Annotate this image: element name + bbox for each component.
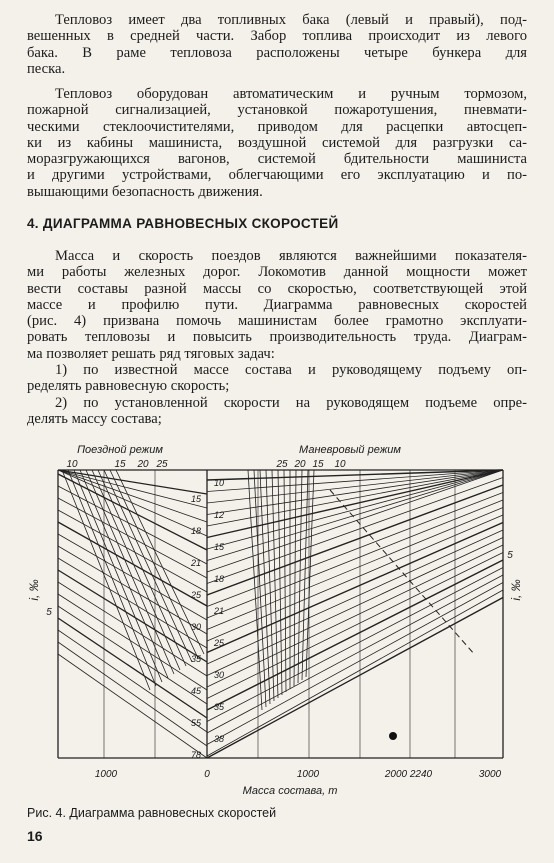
paragraph-task-1: [27, 362, 527, 395]
right-axis-label: i, ‰: [509, 579, 523, 601]
resistance-line: [207, 568, 503, 722]
section-heading: 4. ДИАГРАММА РАВНОВЕСНЫХ СКОРОСТЕЙ: [27, 216, 339, 231]
text-line: ровать тепловозы и повысить производительность труда. Диаграм-: [27, 329, 527, 346]
left-mode-label: Поездной режим: [77, 444, 163, 456]
right-speed-scale: 12: [213, 510, 225, 520]
right-axis-tick: 5: [507, 550, 513, 561]
text-line: ма позволяет решать ряд тяговых задач:: [27, 345, 275, 362]
right-speed-scale: 10: [213, 478, 225, 488]
text-line: пожарной сигнализацией, установкой пожаротушения, пневмати-: [27, 102, 527, 119]
resistance-line: [58, 558, 207, 648]
resistance-line: [207, 575, 503, 733]
left-speed-scale: 18: [190, 526, 202, 536]
resistance-line: [207, 590, 503, 756]
left-speed-scale: 25: [190, 590, 202, 600]
left-axis-tick: 5: [46, 607, 52, 618]
resistance-line: [207, 485, 503, 595]
resistance-line: [207, 523, 503, 653]
text-line: бака. В раме тепловоза расположены четыре бункера для: [27, 44, 527, 61]
right-speed-tick: 20: [294, 459, 306, 470]
left-speed-tick: 20: [137, 459, 149, 470]
resistance-line: [207, 545, 503, 687]
paragraph-fuel-tanks: [27, 12, 527, 77]
right-speed-scale: 30: [213, 670, 225, 680]
operating-point-marker: [389, 732, 397, 740]
text-line: (рис. 4) призвана помочь машинистам более грамотно эксплуати-: [27, 313, 527, 330]
speed-curve: [294, 470, 296, 686]
text-line: ми работы железных дорог. Локомотив данной мощности может: [27, 264, 527, 281]
speed-curve: [104, 470, 192, 662]
left-speed-scale: 45: [190, 686, 202, 696]
speed-curve: [284, 470, 286, 692]
right-speed-scale: 35: [213, 702, 225, 712]
left-speed-scale: 15: [190, 494, 202, 504]
resistance-line: [207, 560, 503, 710]
text-line: вышающими безопасность движения.: [27, 183, 263, 200]
left-axis-label: i, ‰: [27, 579, 41, 601]
text-line: ческими стеклоочистителями, приводом для расцепки автосцеп-: [27, 118, 527, 135]
left-speed-scale: 55: [190, 718, 202, 728]
resistance-line: [58, 594, 207, 690]
resistance-line: [58, 470, 207, 494]
right-speed-scale: 38: [213, 734, 225, 744]
text-line: ределять равновесную скорость;: [27, 378, 230, 395]
left-speed-scale: 30: [190, 622, 202, 632]
speed-curve: [86, 470, 174, 674]
x-tick: 1000: [94, 769, 118, 780]
right-mode-label: Маневровый режим: [299, 444, 401, 456]
resistance-line: [58, 470, 207, 508]
right-speed-scale: 15: [213, 542, 225, 552]
text-line: делять массу состава;: [27, 411, 162, 428]
paragraph-mass-speed: [27, 248, 527, 362]
right-speed-scale: 18: [213, 574, 225, 584]
text-line: вести составы разной массы со скоростью, соответствующей этой: [27, 280, 527, 297]
left-speed-scale: 78: [190, 750, 202, 760]
resistance-line: [58, 486, 207, 564]
left-speed-tick: 15: [114, 459, 126, 470]
left-speed-scale: 21: [190, 558, 202, 568]
text-line: вешенных в средней части. Забор топлива происходит из левого: [27, 28, 527, 45]
resistance-line: [58, 654, 207, 758]
text-line: ки из кабины машиниста, воздушной системой для разгрузки са-: [27, 134, 527, 151]
text-line: 1) по известной массе состава и руководящему подъему оп-: [55, 362, 527, 378]
resistance-line: [58, 642, 207, 746]
resistance-line: [58, 618, 207, 718]
x-tick: 0: [204, 769, 210, 780]
text-line: массе и профилю пути. Диаграмма равновесных скоростей: [27, 296, 527, 313]
diagram-curves: [58, 470, 503, 758]
resistance-line: [207, 470, 503, 572]
right-speed-tick: 15: [312, 459, 324, 470]
figure-caption: Рис. 4. Диаграмма равновесных скоростей: [27, 806, 277, 820]
resistance-line: [207, 530, 503, 664]
right-speed-scale: 25: [213, 638, 225, 648]
resistance-line: [207, 598, 503, 759]
right-speed-scale: 21: [213, 606, 225, 616]
x-tick: 1000: [296, 769, 320, 780]
speed-curve: [298, 470, 302, 683]
resistance-line: [207, 553, 503, 699]
right-speed-tick: 25: [276, 459, 288, 470]
left-speed-tick: 10: [66, 459, 78, 470]
x-tick: 2000: [384, 769, 408, 780]
left-speed-scale: 35: [190, 654, 202, 664]
resistance-line: [58, 470, 207, 536]
paragraph-task-2: [27, 395, 527, 428]
text-line: Тепловоз имеет два топливных бака (левый и правый), под-: [55, 12, 527, 28]
resistance-line: [58, 470, 207, 522]
right-speed-tick: 10: [334, 459, 346, 470]
resistance-line: [58, 510, 207, 592]
text-line: Тепловоз оборудован автоматическим и ручным тормозом,: [55, 86, 527, 102]
x-axis-label: Масса состава, т: [242, 785, 338, 797]
resistance-line: [207, 470, 503, 515]
text-line: моразгружающихся вагонов, системой бдительности машиниста: [27, 151, 527, 168]
page-number: 16: [27, 828, 43, 844]
text-line: Масса и скорость поездов являются важнейшими показателя-: [55, 248, 527, 264]
resistance-line: [207, 470, 503, 561]
limit-curve-dashed: [330, 490, 475, 655]
resistance-line: [58, 570, 207, 662]
equilibrium-speed-diagram: [0, 440, 554, 802]
paragraph-equipment: [27, 86, 527, 200]
x-tick: 3000: [478, 769, 502, 780]
text-line: песка.: [27, 60, 66, 77]
x-tick: 2240: [409, 769, 433, 780]
text-line: и другими устройствами, облегчающими его эксплуатацию и по-: [27, 167, 527, 184]
left-speed-tick: 25: [156, 459, 168, 470]
text-line: 2) по установленной скорости на руководящем подъеме опре-: [55, 395, 527, 411]
